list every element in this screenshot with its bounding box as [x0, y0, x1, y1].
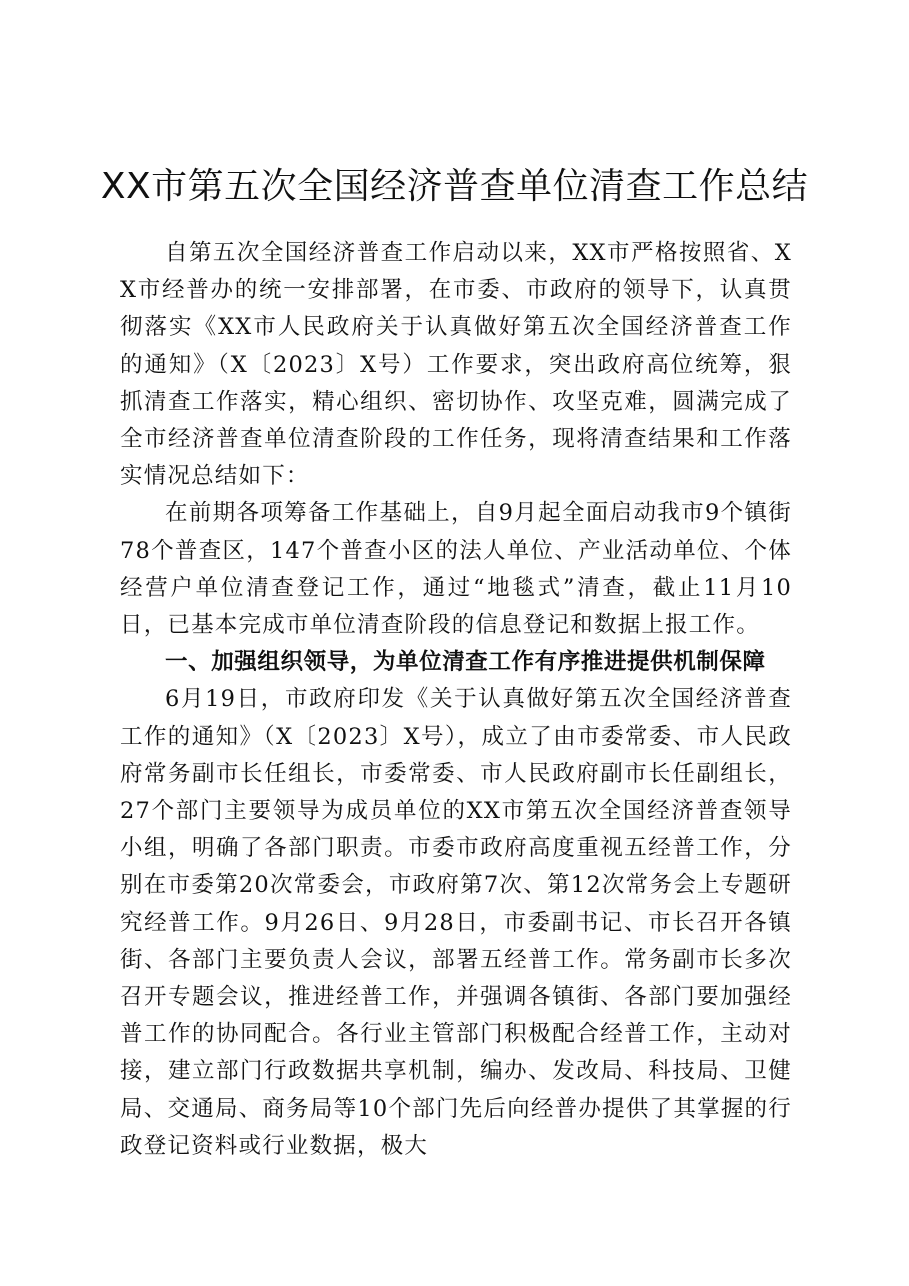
- section-paragraph: 6月19日，市政府印发《关于认真做好第五次全国经济普查工作的通知》（X〔2023〕X号），成立了由市委常委、市人民政府常务副市长任组长，市委常委、市人民政府副市长任副组长，27个部门主要领导为成员单位的XX市第五次全国经济普查领导小组，明确了各部门职责。市委市政府高度重视五经普工作，分别在市委第20次常委会，市政府第7次、第12次常务会上专题研究经普工作。9月26日、9月28日，市委副书记、市长召开各镇街、各部门主要负责人会议，部署五经普工作。常务副市长多次召开专题会议，推进经普工作，并强调各镇街、各部门要加强经普工作的协同配合。各行业主管部门积极配合经普工作，主动对接，建立部门行政数据共享机制，编办、发改局、科技局、卫健局、交通局、商务局等10个部门先后向经普办提供了其掌握的行政登记资料或行业数据，极大: [120, 686, 792, 1159]
- document-body: [120, 235, 792, 1165]
- intro-paragraph: 自第五次全国经济普查工作启动以来，XX市严格按照省、XX市经普办的统一安排部署，在市委、市政府的领导下，认真贯彻落实《XX市人民政府关于认真做好第五次全国经济普查工作的通知》（X〔2023〕X号）工作要求，突出政府高位统筹，狠抓清查工作落实，精心组织、密切协作、攻坚克难，圆满完成了全市经济普查单位清查阶段的工作任务，现将清查结果和工作落实情况总结如下：: [120, 240, 792, 490]
- progress-paragraph: 在前期各项筹备工作基础上，自9月起全面启动我市9个镇街78个普查区，147个普查小区的法人单位、产业活动单位、个体经营户单位清查登记工作，通过“地毯式”清查，截止11月10日，已基本完成市单位清查阶段的信息登记和数据上报工作。: [120, 500, 792, 639]
- document-title: XX市第五次全国经济普查单位清查工作总结: [100, 166, 809, 207]
- section-heading: 一、加强组织领导，为单位清查工作有序推进提供机制保障: [165, 649, 766, 676]
